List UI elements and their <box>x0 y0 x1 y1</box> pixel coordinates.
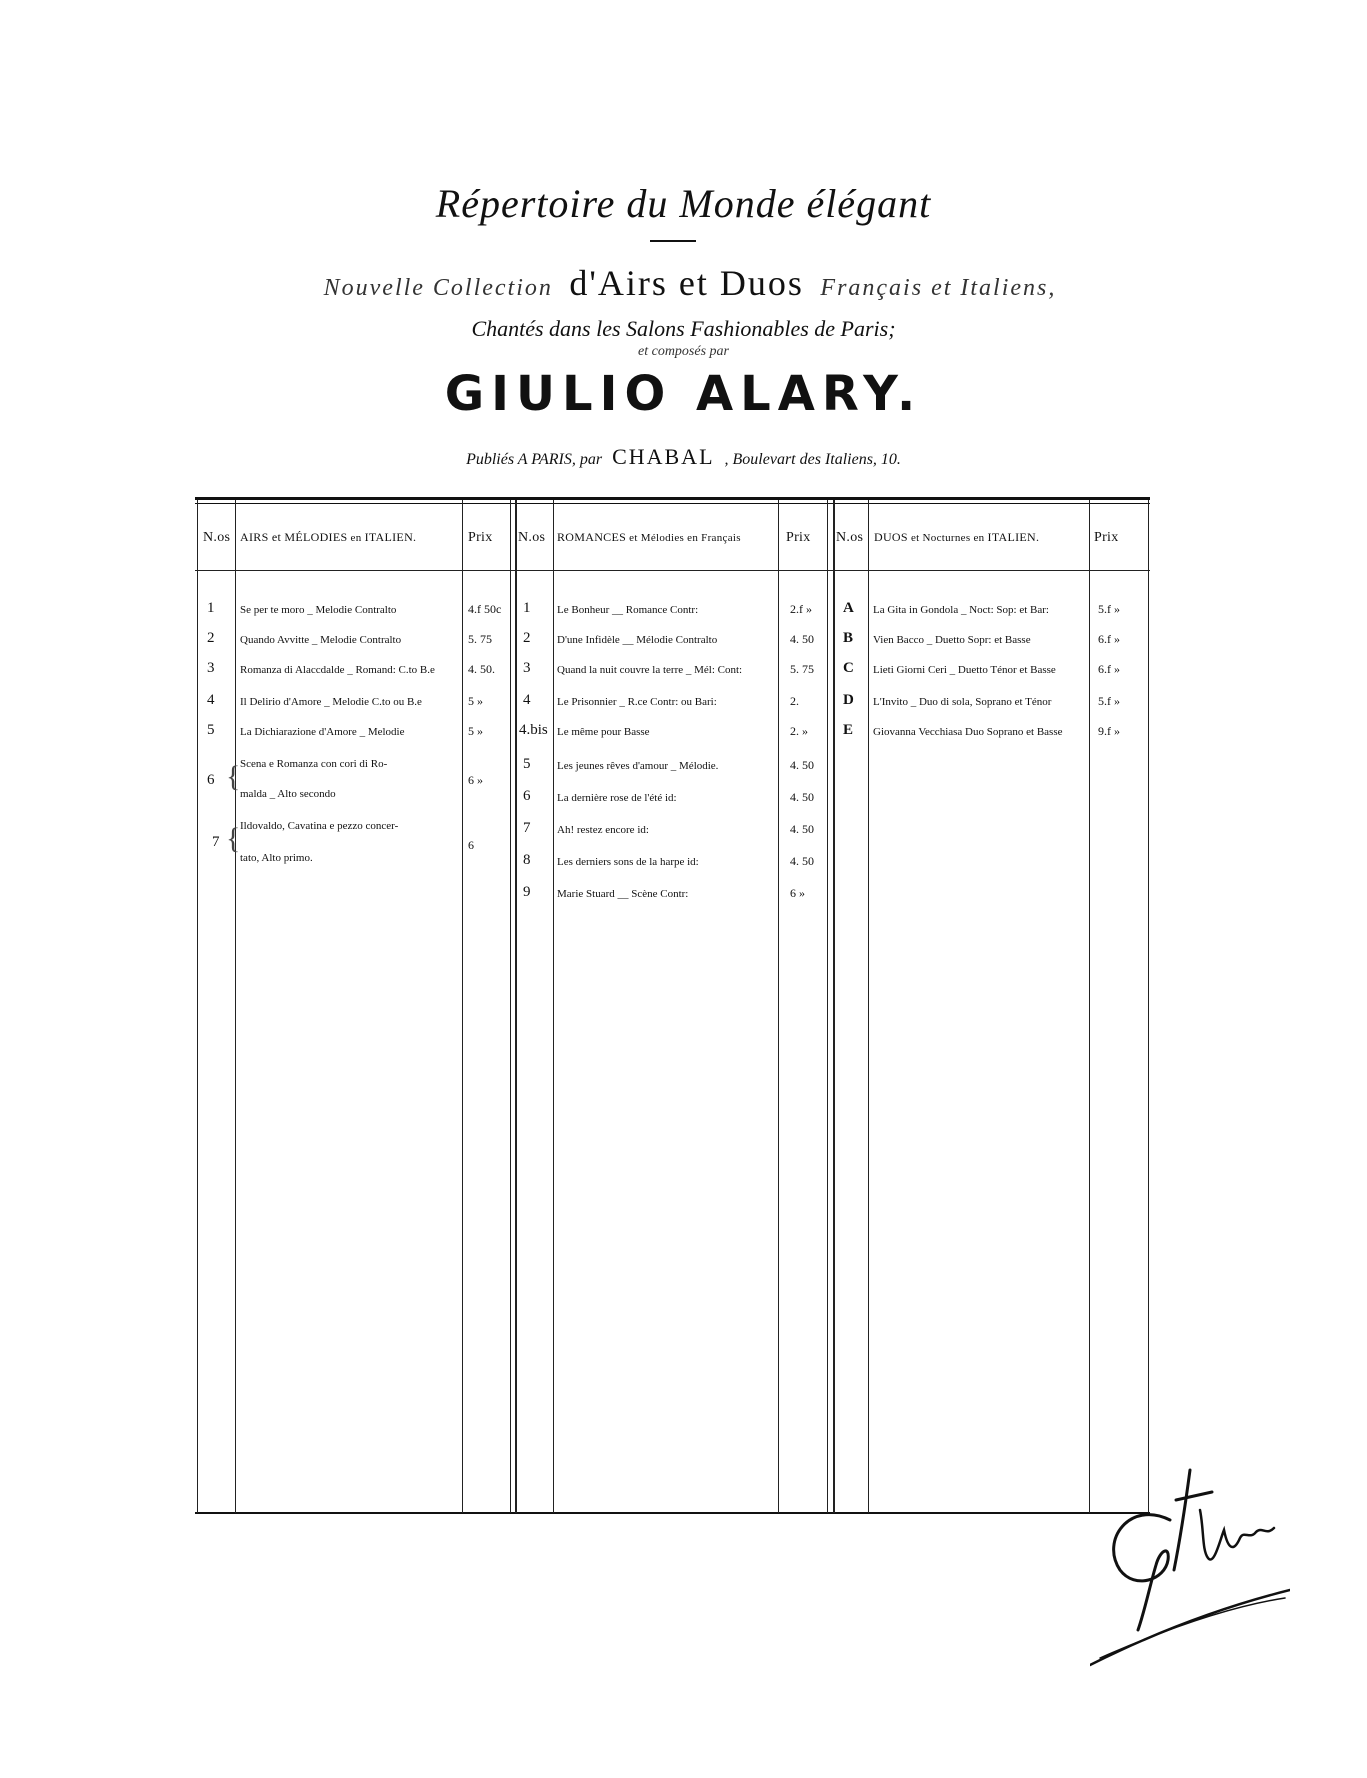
duo-e-letter: E <box>843 722 854 738</box>
duo-c-letter: C <box>843 660 854 676</box>
section-divider <box>833 500 835 1513</box>
collection-main: d'Airs et Duos <box>569 263 804 303</box>
italian-air-5-title: La Dichiarazione d'Amore _ Melodie <box>240 726 405 738</box>
italian-air-4-price: 5 » <box>468 694 483 708</box>
handwritten-signature <box>1090 1440 1290 1670</box>
duo-b-title: Vien Bacco _ Duetto Sopr: et Basse <box>873 634 1031 646</box>
italian-air-7-brace: { <box>226 822 241 855</box>
section-divider <box>515 500 517 1513</box>
french-romance-1-price: 2.f » <box>790 602 812 616</box>
duo-b-price: 6.f » <box>1098 632 1120 646</box>
french-romance-1-number: 1 <box>523 600 531 616</box>
col-divider <box>553 500 554 1513</box>
table-bottom-rule <box>195 1512 1150 1514</box>
italian-air-6-title-line2: malda _ Alto secondo <box>240 788 336 800</box>
publisher-line <box>0 444 1367 470</box>
table-border-left <box>197 500 198 1513</box>
italian-air-1-price: 4.f 50c <box>468 602 502 616</box>
title-divider <box>650 240 696 242</box>
french-romance-2-title: D'une Infidèle __ Mélodie Contralto <box>557 634 718 646</box>
col-divider <box>462 500 463 1513</box>
duo-d-title: L'Invito _ Duo di sola, Soprano et Ténor <box>873 696 1052 708</box>
italian-air-2-number: 2 <box>207 630 215 646</box>
duo-a-price: 5.f » <box>1098 602 1120 616</box>
french-romance-3-number: 3 <box>523 660 531 676</box>
publisher-name: CHABAL <box>612 444 715 469</box>
french-romance-7-price: 4. 50 <box>790 822 814 836</box>
italian-air-5-number: 5 <box>207 722 215 738</box>
table-top-rule <box>195 497 1150 500</box>
header-italian-airs: AIRS et MÉLODIES en ITALIEN. <box>240 530 417 544</box>
table-top-rule-thin <box>195 503 1150 504</box>
italian-air-7-title-line1: Ildovaldo, Cavatina e pezzo concer- <box>240 820 399 832</box>
italian-air-1-number: 1 <box>207 600 215 616</box>
italian-air-5-price: 5 » <box>468 724 483 738</box>
french-romance-6-title: La dernière rose de l'été id: <box>557 792 677 804</box>
french-romance-1-title: Le Bonheur __ Romance Contr: <box>557 604 699 616</box>
duo-e-price: 9.f » <box>1098 724 1120 738</box>
french-romance-6-price: 4. 50 <box>790 790 814 804</box>
french-romance-2-number: 2 <box>523 630 531 646</box>
col-divider <box>510 500 511 1513</box>
italian-air-3-number: 3 <box>207 660 215 676</box>
duo-d-price: 5.f » <box>1098 694 1120 708</box>
duo-c-price: 6.f » <box>1098 662 1120 676</box>
header-num-duos: N.os <box>836 530 864 545</box>
french-romance-7-number: 7 <box>523 820 531 836</box>
italian-air-4-number: 4 <box>207 692 215 708</box>
published-prefix: Publiés A PARIS, par <box>466 451 603 468</box>
header-price-italian: Prix <box>468 530 493 545</box>
col-divider <box>827 500 828 1513</box>
col-divider <box>235 500 236 1513</box>
italian-air-4-title: Il Delirio d'Amore _ Melodie C.to ou B.e <box>240 696 422 708</box>
sung-in-line: Chantés dans les Salons Fashionables de Paris; <box>471 316 896 341</box>
french-romance-5-title: Les jeunes rêves d'amour _ Mélodie. <box>557 760 719 772</box>
composer-name: GIULIO ALARY. <box>444 366 923 422</box>
italian-air-7-price: 6 <box>468 838 474 852</box>
italian-air-2-title: Quando Avvitte _ Melodie Contralto <box>240 634 402 646</box>
collection-left: Nouvelle Collection <box>323 275 553 301</box>
french-romance-4-title: Le Prisonnier _ R.ce Contr: ou Bari: <box>557 696 717 708</box>
french-romance-8-title: Les derniers sons de la harpe id: <box>557 856 699 868</box>
collection-line <box>210 262 1170 304</box>
duo-a-title: La Gita in Gondola _ Noct: Sop: et Bar: <box>873 604 1049 616</box>
duo-d-letter: D <box>843 692 854 708</box>
italian-air-3-title: Romanza di Alaccdalde _ Romand: C.to B.e <box>240 664 435 676</box>
duo-e-title: Giovanna Vecchiasa Duo Soprano et Basse <box>873 726 1063 738</box>
french-romance-7-title: Ah! restez encore id: <box>557 824 649 836</box>
header-price-french: Prix <box>786 530 811 545</box>
french-romance-9-price: 6 » <box>790 886 805 900</box>
italian-air-6-title-line1: Scena e Romanza con cori di Ro- <box>240 758 388 770</box>
french-romance-8-number: 8 <box>523 852 531 868</box>
italian-air-7-title-line2: tato, Alto primo. <box>240 852 313 864</box>
table-header-rule <box>195 570 1150 571</box>
col-divider <box>1089 500 1090 1513</box>
table-border-right <box>1148 500 1149 1513</box>
french-romance-4bis-title: Le même pour Basse <box>557 726 650 738</box>
french-romance-6-number: 6 <box>523 788 531 804</box>
french-romance-4-number: 4 <box>523 692 531 708</box>
page-title: Répertoire du Monde élégant <box>435 181 932 226</box>
duo-b-letter: B <box>843 630 854 646</box>
french-romance-5-number: 5 <box>523 756 531 772</box>
french-romance-8-price: 4. 50 <box>790 854 814 868</box>
header-num-italian: N.os <box>203 530 231 545</box>
french-romance-9-title: Marie Stuard __ Scène Contr: <box>557 888 689 900</box>
col-divider <box>778 500 779 1513</box>
french-romance-2-price: 4. 50 <box>790 632 814 646</box>
italian-air-1-title: Se per te moro _ Melodie Contralto <box>240 604 397 616</box>
publisher-address: , Boulevart des Italiens, 10. <box>724 451 901 468</box>
french-romance-4-price: 2. <box>790 694 799 708</box>
header-price-duos: Prix <box>1094 530 1119 545</box>
french-romance-3-price: 5. 75 <box>790 662 814 676</box>
header-num-french: N.os <box>518 530 546 545</box>
french-romance-3-title: Quand la nuit couvre la terre _ Mél: Cont: <box>557 664 743 676</box>
composed-by-line: et composés par <box>638 344 729 359</box>
collection-right: Français et Italiens, <box>820 275 1057 301</box>
italian-air-6-price: 6 » <box>468 773 483 787</box>
french-romance-4bis-price: 2. » <box>790 724 808 738</box>
french-romance-9-number: 9 <box>523 884 531 900</box>
header-french-romances: ROMANCES et Mélodies en Français <box>557 530 741 544</box>
italian-air-6-number: 6 <box>207 772 215 788</box>
french-romance-5-price: 4. 50 <box>790 758 814 772</box>
italian-air-7-number: 7 <box>212 834 220 850</box>
duo-a-letter: A <box>843 600 854 616</box>
italian-air-3-price: 4. 50. <box>468 662 495 676</box>
header-duos: DUOS et Nocturnes en ITALIEN. <box>874 530 1040 544</box>
italian-air-6-brace: { <box>226 760 241 793</box>
italian-air-2-price: 5. 75 <box>468 632 492 646</box>
col-divider <box>868 500 869 1513</box>
french-romance-4bis-number: 4.bis <box>519 722 548 738</box>
duo-c-title: Lieti Giorni Ceri _ Duetto Ténor et Basse <box>873 664 1056 676</box>
